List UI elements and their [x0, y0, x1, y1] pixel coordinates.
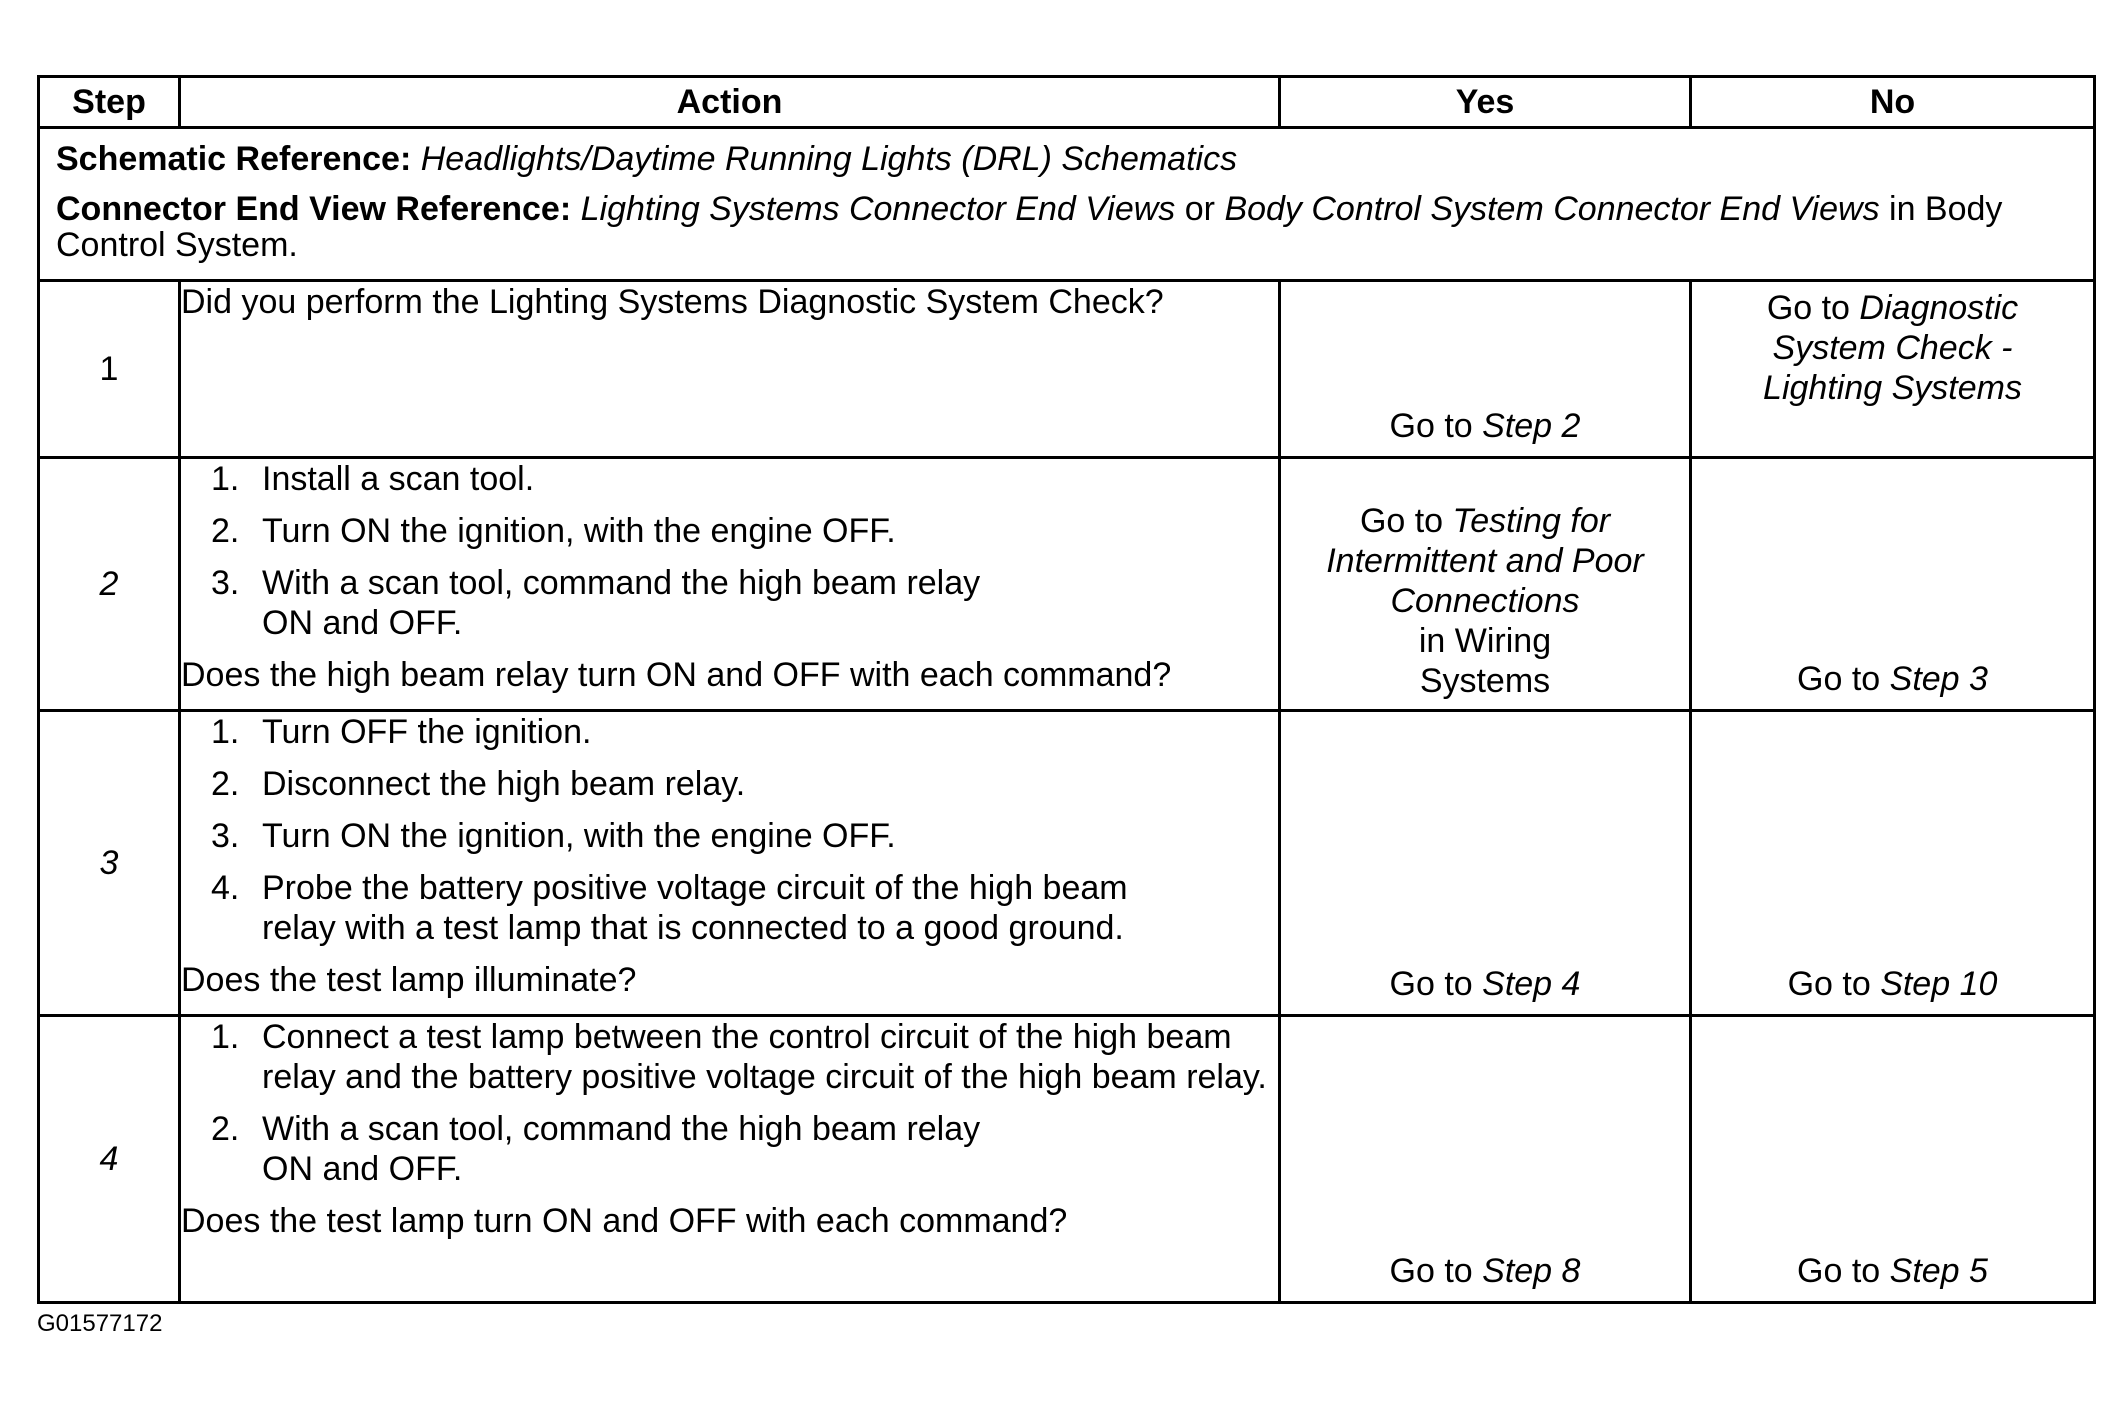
figure-id: G01577172	[37, 1310, 163, 1337]
schematic-reference	[56, 139, 2077, 179]
diagnostic-table	[37, 75, 2096, 1304]
step-number-text: 3	[99, 844, 119, 882]
instruction-item: 2. With a scan tool, command the high beam relay ON and OFF.	[211, 1110, 981, 1188]
no-prefix: Go to	[1787, 965, 1881, 1003]
no-link[interactable]: Step 5	[1889, 1252, 1988, 1290]
step-question: Does the high beam relay turn ON and OFF with each command?	[181, 656, 1172, 694]
yes-cell	[1280, 711, 1691, 1016]
yes-result	[1281, 406, 1689, 446]
step-number	[39, 711, 180, 1016]
instruction-item: 1. Connect a test lamp between the control circuit of the high beam relay and the battery positive voltage circuit of the high beam relay.	[211, 1018, 1267, 1096]
instruction-item: 3. With a scan tool, command the high beam relay ON and OFF.	[211, 564, 981, 642]
schematic-reference-link[interactable]: Headlights/Daytime Running Lights (DRL) Schematics	[420, 140, 1238, 178]
action-cell	[180, 458, 1280, 711]
no-link[interactable]: Diagnostic System Check - Lighting Systems	[1763, 289, 2022, 407]
instruction-item: 2. Disconnect the high beam relay.	[211, 765, 746, 803]
no-link[interactable]: Step 3	[1889, 660, 1988, 698]
no-result	[1692, 288, 2093, 408]
connector-reference-link-1[interactable]: Lighting Systems Connector End Views	[580, 190, 1176, 228]
step-question: Did you perform the Lighting Systems Diagnostic System Check?	[181, 283, 1164, 321]
no-prefix: Go to	[1797, 1252, 1890, 1290]
instruction-list	[181, 459, 1278, 643]
diagnostic-document	[37, 75, 2093, 1304]
action-cell	[180, 1016, 1280, 1303]
header-yes: Yes	[1280, 77, 1691, 128]
reference-row	[39, 128, 2095, 281]
yes-result	[1281, 964, 1689, 1004]
step-question: Does the test lamp illuminate?	[181, 961, 637, 999]
no-prefix: Go to	[1766, 289, 1860, 327]
yes-cell	[1280, 458, 1691, 711]
action-cell	[180, 281, 1280, 458]
yes-suffix: in Wiring Systems	[1418, 622, 1552, 700]
yes-prefix: Go to	[1389, 1252, 1483, 1290]
no-link[interactable]: Step 10	[1880, 965, 1998, 1003]
yes-link[interactable]: Step 4	[1482, 965, 1581, 1003]
no-cell	[1691, 458, 2095, 711]
instruction-item: 3. Turn ON the ignition, with the engine OFF.	[211, 817, 896, 855]
step-number-text: 4	[99, 1140, 119, 1178]
header-no: No	[1691, 77, 2095, 128]
yes-cell	[1280, 281, 1691, 458]
step-number: 1	[39, 281, 180, 458]
step-row-4	[39, 1016, 2095, 1303]
connector-reference-or: or	[1175, 190, 1225, 228]
step-question: Does the test lamp turn ON and OFF with each command?	[181, 1202, 1068, 1240]
yes-result	[1281, 1251, 1689, 1291]
yes-link[interactable]: Step 2	[1482, 407, 1581, 445]
step-row-1	[39, 281, 2095, 458]
step-row-2	[39, 458, 2095, 711]
instruction-item: 1. Turn OFF the ignition.	[211, 713, 592, 751]
header-step: Step	[39, 77, 180, 128]
connector-reference-suffix: in Body Control System.	[56, 190, 2003, 264]
instruction-list	[181, 712, 1278, 948]
no-prefix: Go to	[1797, 660, 1890, 698]
step-number-text: 2	[99, 565, 119, 603]
yes-prefix: Go to	[1389, 965, 1483, 1003]
schematic-reference-label: Schematic Reference:	[56, 140, 412, 178]
step-number	[39, 1016, 180, 1303]
yes-result	[1301, 501, 1669, 701]
step-row-3	[39, 711, 2095, 1016]
step-number	[39, 458, 180, 711]
instruction-item: 1. Install a scan tool.	[211, 460, 535, 498]
yes-link[interactable]: Testing for Intermittent and Poor Connections	[1326, 502, 1644, 620]
no-result	[1692, 964, 2093, 1004]
no-cell	[1691, 711, 2095, 1016]
instruction-item: 4. Probe the battery positive voltage circuit of the high beam relay with a test lamp that is connected to a good ground.	[211, 869, 1128, 947]
yes-cell	[1280, 1016, 1691, 1303]
connector-reference-label: Connector End View Reference:	[56, 190, 572, 228]
no-result	[1692, 1251, 2093, 1291]
instruction-list	[181, 1017, 1278, 1189]
yes-prefix: Go to	[1359, 502, 1453, 540]
reference-cell	[39, 128, 2095, 281]
no-cell	[1691, 281, 2095, 458]
yes-link[interactable]: Step 8	[1482, 1252, 1581, 1290]
connector-reference-link-2[interactable]: Body Control System Connector End Views	[1224, 190, 1880, 228]
header-action: Action	[180, 77, 1280, 128]
connector-reference	[56, 191, 2077, 263]
no-cell	[1691, 1016, 2095, 1303]
action-cell	[180, 711, 1280, 1016]
no-result	[1692, 659, 2093, 699]
instruction-item: 2. Turn ON the ignition, with the engine OFF.	[211, 512, 896, 550]
yes-prefix: Go to	[1389, 407, 1483, 445]
header-row	[39, 77, 2095, 128]
